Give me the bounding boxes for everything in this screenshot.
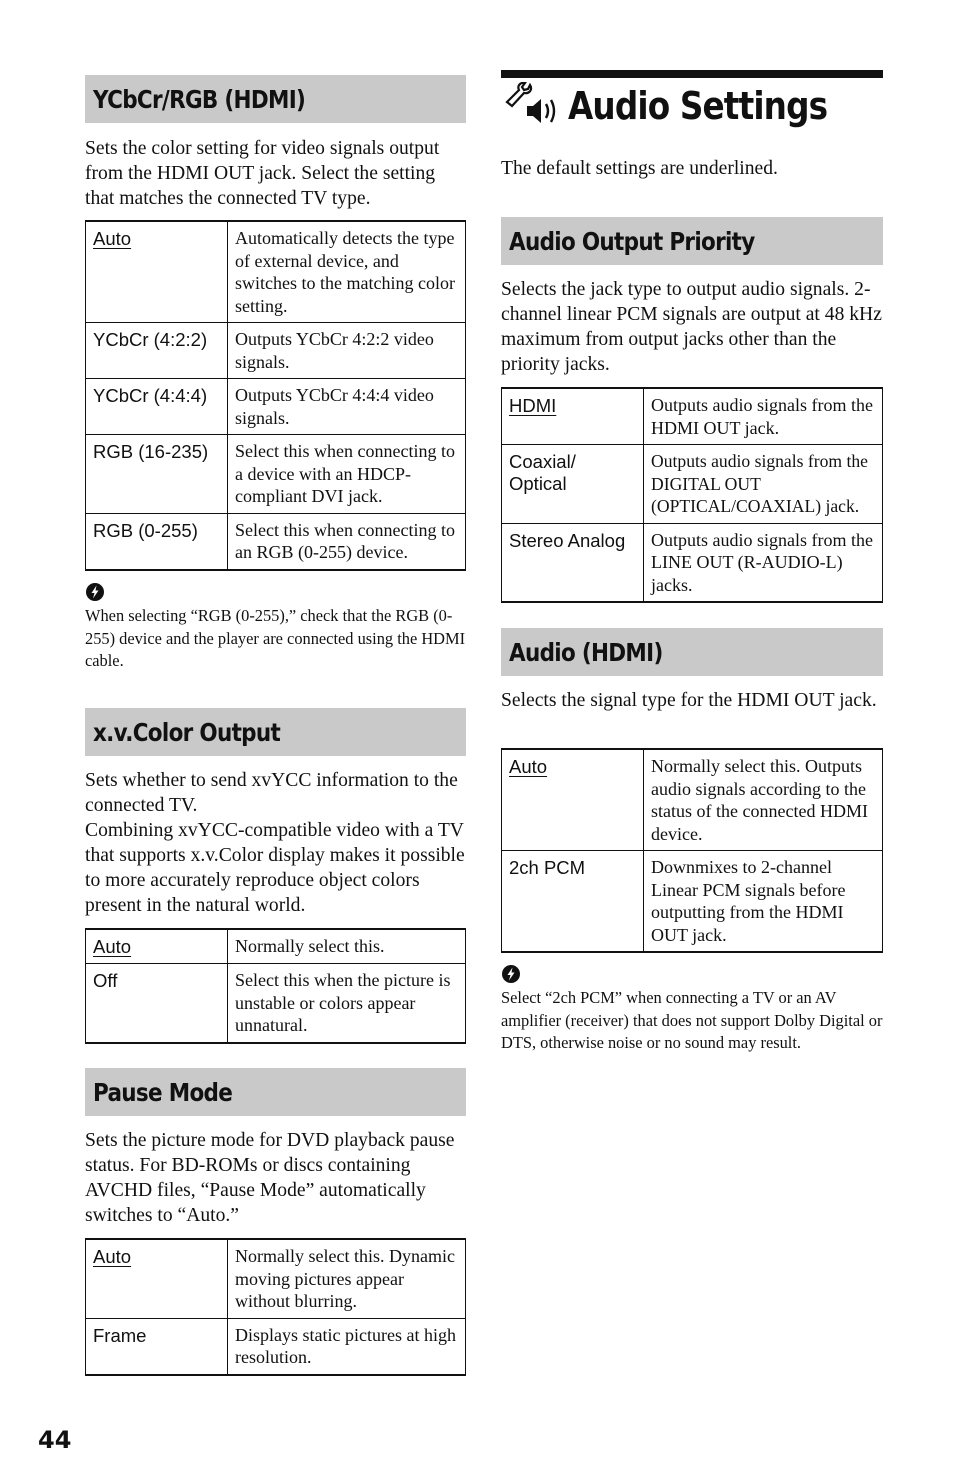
option-desc: Outputs YCbCr 4:2:2 video signals.	[228, 323, 466, 379]
option-desc: Normally select this. Dynamic moving pictures appear without blurring.	[228, 1239, 466, 1318]
option-desc: Select this when connecting to a device with an HDCP-compliant DVI jack.	[228, 435, 466, 514]
note-tip-icon	[85, 582, 105, 602]
table-row	[502, 749, 883, 851]
note-tip-icon	[501, 964, 521, 984]
table-row	[502, 388, 883, 445]
option-desc: Displays static pictures at high resolution.	[228, 1318, 466, 1375]
defaults-note: The default settings are underlined.	[501, 158, 778, 179]
option-name: Stereo Analog	[502, 523, 644, 602]
xvcolor-options-table	[85, 928, 466, 1044]
audio-hdmi-note: Select “2ch PCM” when connecting a TV or an AV amplifier (receiver) that does not support Dolby Digital or DTS, otherwise noise or no sound may result.	[501, 988, 883, 1052]
option-desc: Outputs audio signals from the HDMI OUT jack.	[644, 388, 883, 445]
option-name: Off	[86, 964, 228, 1043]
priority-description: Selects the jack type to output audio signals. 2-channel linear PCM signals are output at 48 kHz maximum from output jacks other than the priority jacks.	[501, 279, 882, 375]
xvcolor-description-1: Sets whether to send xvYCC information to the connected TV.	[85, 770, 458, 816]
pause-options-table	[85, 1238, 466, 1376]
page-number: 44	[38, 1426, 72, 1454]
option-desc: Normally select this.	[228, 929, 466, 964]
option-name: Frame	[86, 1318, 228, 1375]
option-desc: Downmixes to 2-channel Linear PCM signals before outputting from the HDMI OUT jack.	[644, 851, 883, 953]
option-desc: Outputs YCbCr 4:4:4 video signals.	[228, 379, 466, 435]
option-name: YCbCr (4:2:2)	[86, 323, 228, 379]
audio-hdmi-description: Selects the signal type for the HDMI OUT jack.	[501, 690, 877, 711]
option-name: HDMI	[502, 388, 644, 445]
option-name: 2ch PCM	[502, 851, 644, 953]
audio-hdmi-options-table	[501, 748, 883, 953]
pause-description: Sets the picture mode for DVD playback pause status. For BD-ROMs or discs containing AVCHD files, “Pause Mode” automatically switches to “Auto.”	[85, 1130, 455, 1226]
table-row	[86, 323, 466, 379]
option-name: Auto	[502, 749, 644, 851]
option-name: RGB (16-235)	[86, 435, 228, 514]
ycbcr-options-table	[85, 220, 466, 571]
option-name: Coaxial/ Optical	[502, 445, 644, 524]
table-row	[86, 513, 466, 570]
table-row	[502, 851, 883, 953]
table-row	[86, 435, 466, 514]
section-heading-audio-hdmi: Audio (HDMI)	[501, 628, 883, 676]
title-rule	[501, 70, 883, 78]
table-row	[86, 379, 466, 435]
wrench-speaker-icon	[503, 82, 559, 128]
section-heading-pause-mode: Pause Mode	[85, 1068, 466, 1116]
section-heading-audio-output-priority: Audio Output Priority	[501, 217, 883, 265]
option-desc: Automatically detects the type of external device, and switches to the matching color setting.	[228, 221, 466, 323]
option-name: Auto	[86, 1239, 228, 1318]
table-row	[502, 523, 883, 602]
table-row	[86, 1318, 466, 1375]
table-row	[86, 964, 466, 1043]
table-row	[86, 221, 466, 323]
option-desc: Outputs audio signals from the DIGITAL OUT (OPTICAL/COAXIAL) jack.	[644, 445, 883, 524]
option-name: RGB (0-255)	[86, 513, 228, 570]
option-desc: Select this when connecting to an RGB (0-255) device.	[228, 513, 466, 570]
option-name: Auto	[86, 929, 228, 964]
xvcolor-description-2: Combining xvYCC-compatible video with a TV that supports x.v.Color display makes it possible to more accurately reproduce object colors present in the natural world.	[85, 820, 465, 916]
option-desc: Outputs audio signals from the LINE OUT (R-AUDIO-L) jacks.	[644, 523, 883, 602]
ycbcr-note: When selecting “RGB (0-255),” check that the RGB (0-255) device and the player are connected using the HDMI cable.	[85, 606, 466, 670]
ycbcr-description: Sets the color setting for video signals output from the HDMI OUT jack. Select the setting that matches the connected TV type.	[85, 138, 440, 209]
section-heading-xvcolor: x.v.Color Output	[85, 708, 466, 756]
table-row	[86, 1239, 466, 1318]
section-heading-ycbcr-rgb: YCbCr/RGB (HDMI)	[85, 75, 466, 123]
option-desc: Normally select this. Outputs audio signals according to the status of the connected HDMI device.	[644, 749, 883, 851]
option-name: YCbCr (4:4:4)	[86, 379, 228, 435]
option-desc: Select this when the picture is unstable or colors appear unnatural.	[228, 964, 466, 1043]
table-row	[502, 445, 883, 524]
page-title: Audio Settings	[568, 84, 828, 128]
priority-options-table	[501, 387, 883, 603]
table-row	[86, 929, 466, 964]
option-name: Auto	[86, 221, 228, 323]
